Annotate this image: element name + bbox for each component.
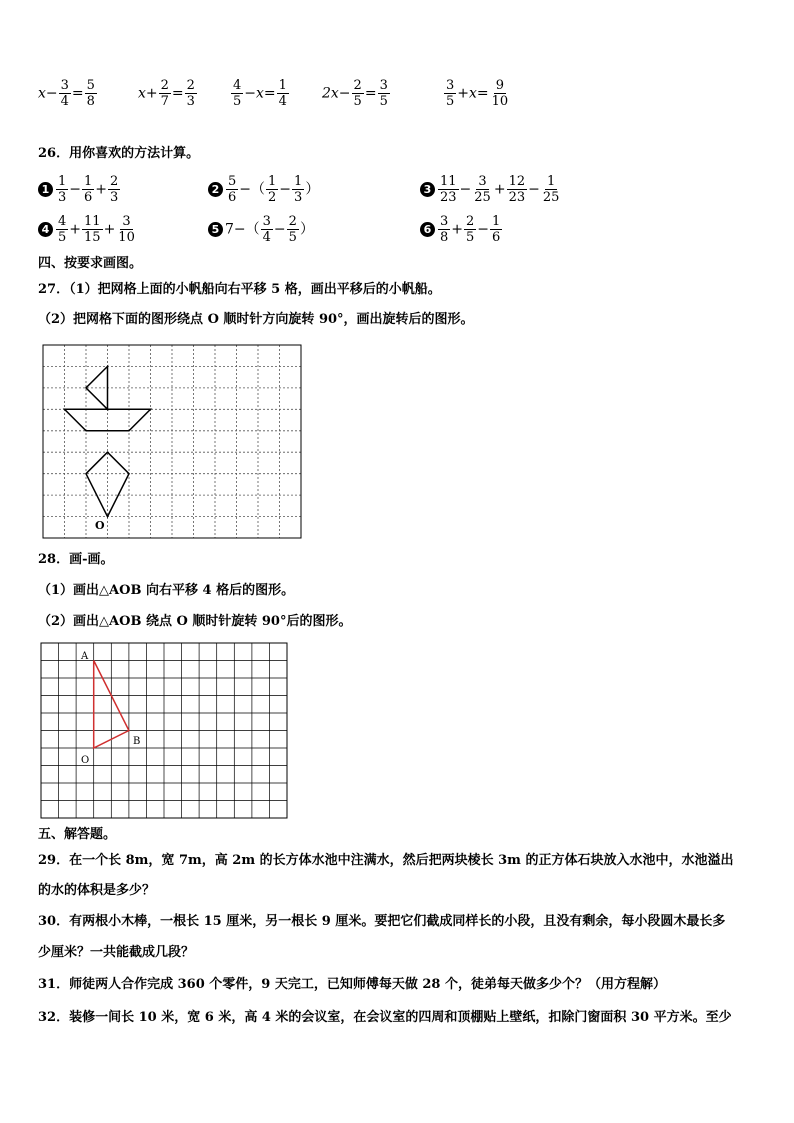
numerator: 1: [278, 78, 287, 93]
q26-expression-1: 1 $\frac{1}{3}$ − $\frac{1}{6}$ + $\frac{2}{3}$: [38, 174, 121, 205]
number-marker-2: 2: [208, 182, 223, 197]
q26-expression-3: 3 $\frac{11}{23}$ − $\frac{3}{25}$ + $\frac{12}{23}$ − $\frac{1}{25}$: [420, 174, 562, 205]
label-o: O: [81, 755, 90, 766]
point-o-label: O: [95, 519, 105, 532]
operator: =: [71, 85, 84, 102]
denominator: 7: [160, 94, 169, 109]
equation-5: [443, 78, 511, 109]
equation-text: −x=: [244, 85, 276, 102]
numerator: 9: [495, 78, 505, 93]
number-marker-5: 5: [208, 222, 223, 237]
q28-line-2: （2）画出△AOB 绕点 O 顺时针旋转 90°后的图形。: [38, 614, 352, 629]
q31-text: 31．师徒两人合作完成 360 个零件，9 天完工，已知师傅每天做 28 个，徒弟每天做多少个？（用方程解）: [38, 977, 666, 992]
denominator: 8: [86, 94, 95, 109]
operator: =: [171, 85, 184, 102]
denominator: 5: [446, 94, 455, 109]
section-4-heading: 四、按要求画图。: [38, 256, 143, 271]
q29-line-2: 的水的体积是多少？: [38, 883, 156, 898]
q26-expression-5: 5 7−（ $\frac{3}{4}$ − $\frac{2}{5}$ ）: [208, 214, 314, 245]
denominator: 5: [233, 94, 242, 109]
denominator: 5: [379, 94, 388, 109]
operator: =: [364, 85, 377, 102]
numerator: 2: [353, 78, 362, 93]
grid-lines: [41, 643, 287, 818]
equation-1: [38, 78, 98, 109]
q28-line-1: （1）画出△AOB 向右平移 4 格后的图形。: [38, 583, 295, 598]
denominator: 4: [60, 94, 69, 109]
equation-text: +x=: [457, 85, 489, 102]
equation-text: x−: [38, 85, 58, 102]
q30-line-2: 少厘米？一共能截成几段？: [38, 945, 195, 960]
q27-line-2: （2）把网格下面的图形绕点 O 顺时针方向旋转 90°，画出旋转后的图形。: [38, 312, 474, 327]
equation-4: [322, 78, 391, 109]
q27-grid-figure: [43, 345, 301, 539]
q28-title: 28．画-画。: [38, 552, 114, 567]
denominator: 3: [186, 94, 195, 109]
q26-expression-6: 6 $\frac{3}{8}$ + $\frac{2}{5}$ − $\frac{1}{6}$: [420, 214, 503, 245]
equation-text: x+: [138, 85, 158, 102]
numerator: 3: [60, 78, 69, 93]
label-b: B: [133, 736, 141, 747]
equation-text: 2x−: [322, 85, 351, 102]
denominator: 10: [491, 94, 509, 109]
q26-title: 26．用你喜欢的方法计算。: [38, 146, 200, 161]
equation-2: [138, 78, 198, 109]
grid-lines: [43, 345, 301, 538]
numerator: 2: [160, 78, 169, 93]
numerator: 3: [379, 78, 388, 93]
q26-expression-4: 4 $\frac{4}{5}$ + $\frac{11}{15}$ + $\frac{3}{10}$: [38, 214, 138, 245]
equation-3: [230, 78, 290, 109]
q27-line-1: 27．（1）把网格上面的小帆船向右平移 5 格，画出平移后的小帆船。: [38, 282, 441, 297]
q28-grid-figure: [41, 643, 287, 819]
number-marker-4: 4: [38, 222, 53, 237]
number-marker-3: 3: [420, 182, 435, 197]
number-marker-6: 6: [420, 222, 435, 237]
section-5-heading: 五、解答题。: [38, 827, 117, 842]
label-a: A: [81, 651, 89, 662]
number-marker-1: 1: [38, 182, 53, 197]
q26-expression-2: 2 $\frac{5}{6}$ −（ $\frac{1}{2}$ − $\frac{1}{3}$ ）: [208, 174, 319, 205]
numerator: 3: [446, 78, 455, 93]
denominator: 4: [278, 94, 287, 109]
q29-line-1: 29．在一个长 8m，宽 7m，高 2m 的长方体水池中注满水，然后把两块棱长 3m 的正方体石块放入水池中，水池溢出: [38, 853, 734, 868]
numerator: 2: [186, 78, 195, 93]
q32-text: 32．装修一间长 10 米，宽 6 米，高 4 米的会议室，在会议室的四周和顶棚贴上壁纸，扣除门窗面积 30 平方米。至少: [38, 1010, 732, 1025]
numerator: 4: [233, 78, 242, 93]
denominator: 5: [353, 94, 362, 109]
q30-line-1: 30．有两根小木棒，一根长 15 厘米，另一根长 9 厘米。要把它们截成同样长的小段，且没有剩余，每小段圆木最长多: [38, 914, 726, 929]
numerator: 5: [86, 78, 95, 93]
